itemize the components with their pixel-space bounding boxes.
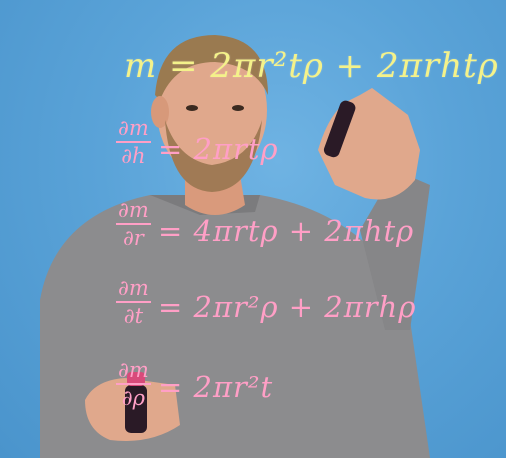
denominator: ∂t [123, 304, 144, 328]
rhs-dr: = 4πrtρ + 2πhtρ [158, 214, 415, 248]
rhs-dh: = 2πrtρ [158, 132, 279, 166]
numerator: ∂m [116, 278, 151, 303]
fraction-dm-dr [116, 200, 151, 249]
denominator: ∂ρ [121, 386, 145, 410]
numerator: ∂m [116, 200, 151, 225]
fraction-dm-dh [116, 118, 151, 167]
rhs-dt: = 2πr²ρ + 2πrhρ [158, 290, 417, 324]
left-eye [186, 105, 198, 111]
ear [151, 96, 169, 128]
fraction-dm-dt [116, 278, 151, 327]
denominator: ∂r [122, 226, 144, 250]
numerator: ∂m [116, 360, 151, 385]
rhs-dp: = 2πr²t [158, 370, 274, 404]
fraction-dm-dp [116, 360, 151, 409]
main-equation: m = 2πr²tρ + 2πrhtρ [124, 46, 499, 86]
denominator: ∂h [121, 144, 146, 168]
right-eye [232, 105, 244, 111]
numerator: ∂m [116, 118, 151, 143]
